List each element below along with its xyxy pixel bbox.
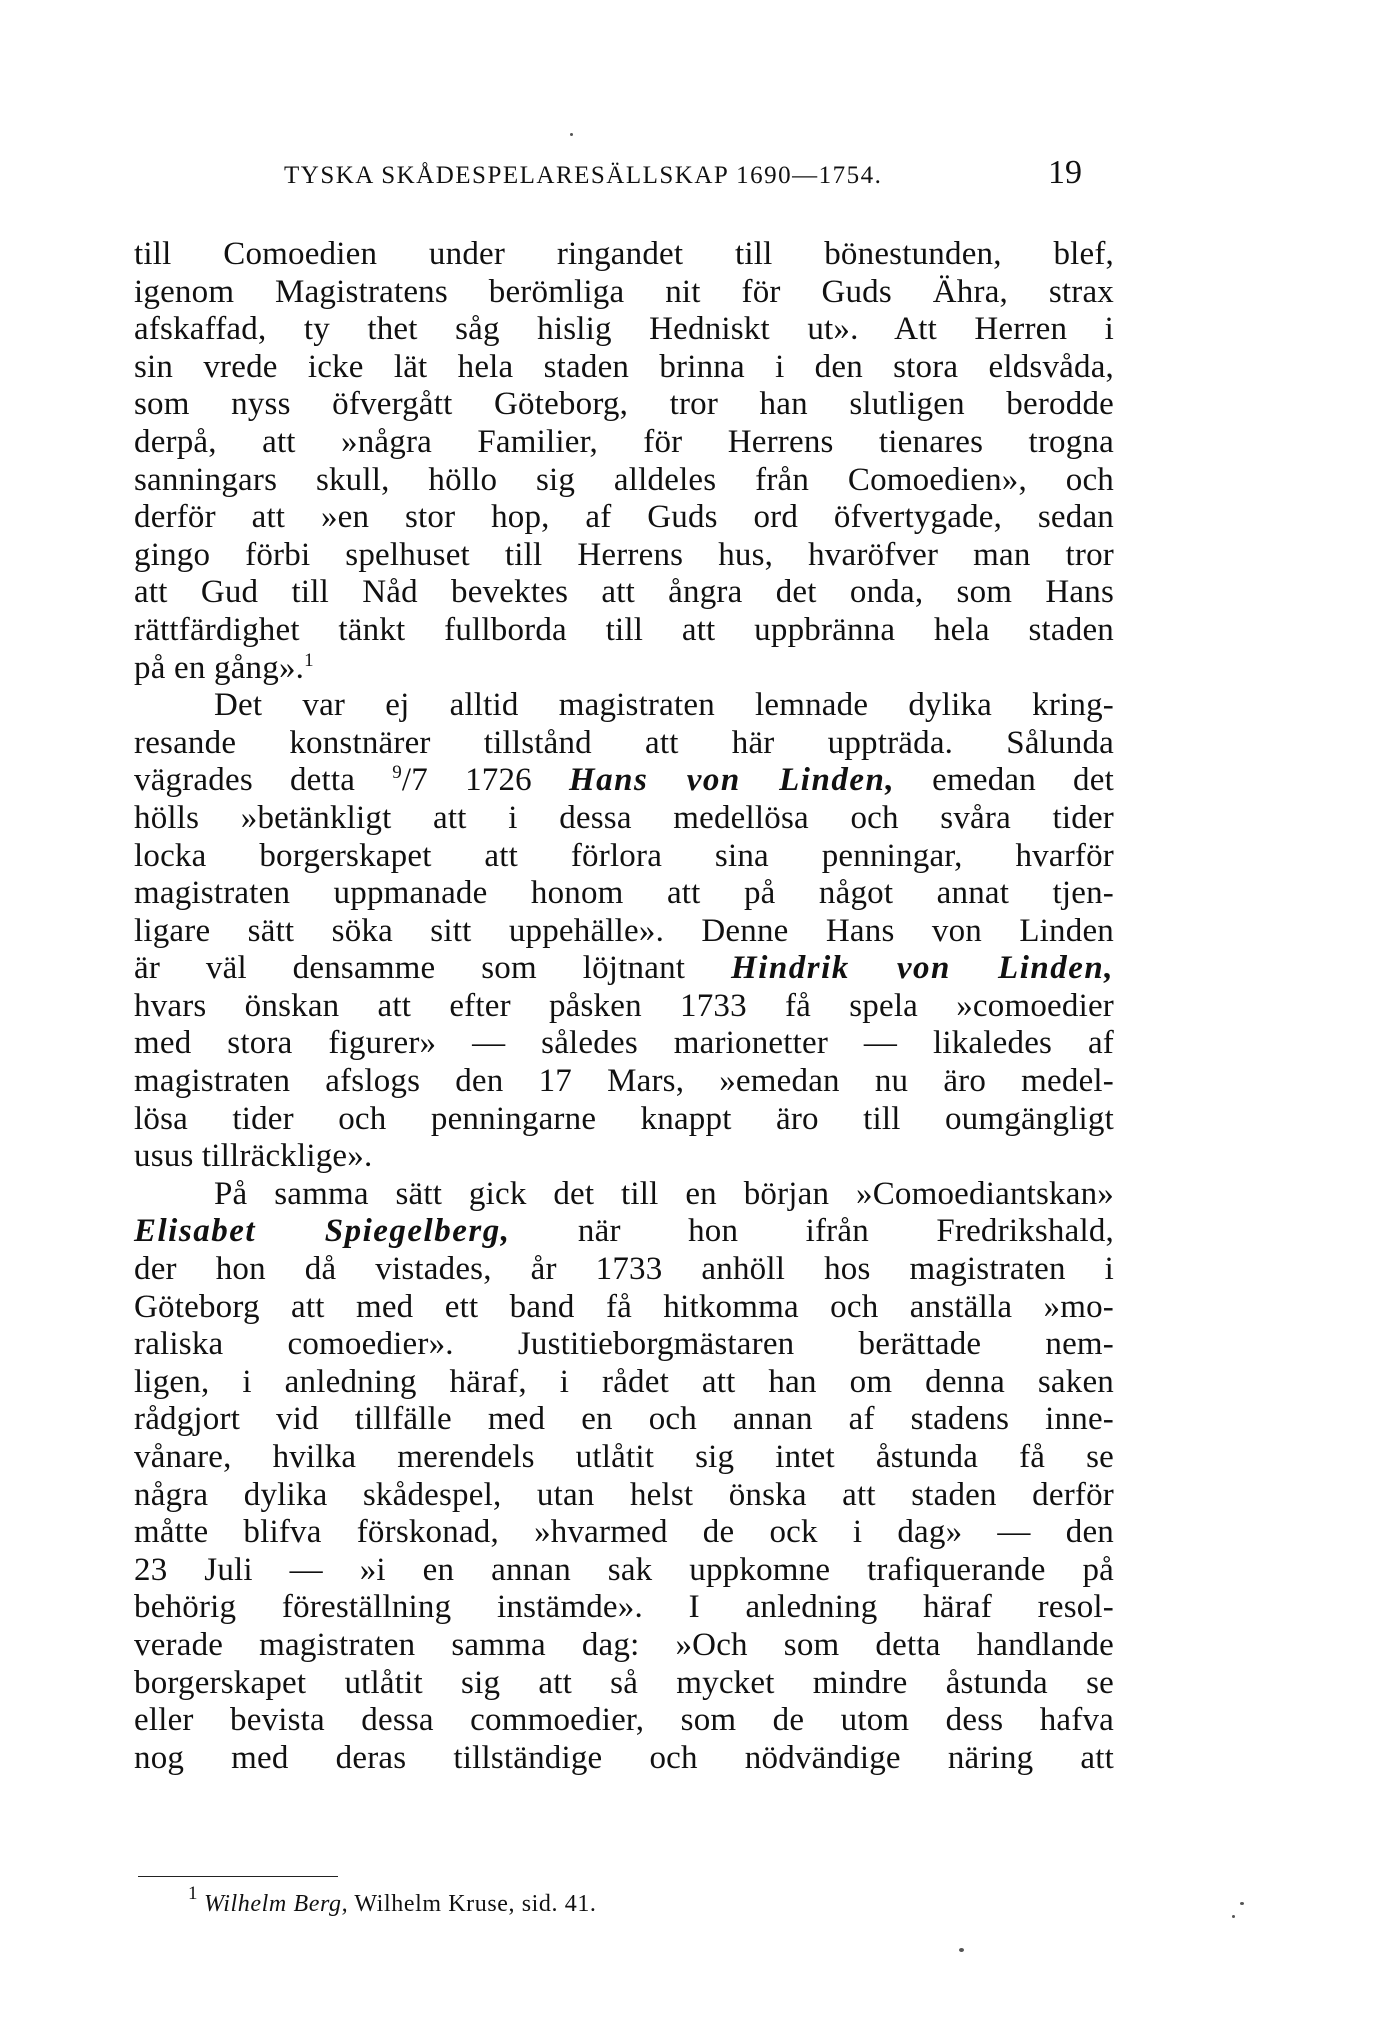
text-segment: på en gång». xyxy=(134,649,305,686)
body-text xyxy=(134,236,1114,1777)
page-number: 19 xyxy=(1048,154,1082,191)
text-line: raliska comoedier». Justitieborgmästaren berättade nem- xyxy=(134,1326,1114,1363)
text-line: derpå, att »några Familier, för Herrens tienares trogna xyxy=(134,423,1114,460)
paragraph-first-line: På samma sätt gick det till en början »Comoediantskan» xyxy=(214,1175,1114,1212)
text-line: som nyss öfvergått Göteborg, tror han slutligen berodde xyxy=(134,386,1114,423)
text-line: Göteborg att med ett band få hitkomma och anställa »mo- xyxy=(134,1288,1114,1325)
text-line: igenom Magistratens berömliga nit för Guds Ähra, strax xyxy=(134,273,1114,310)
text-line: att Gud till Nåd bevektes att ångra det onda, som Hans xyxy=(134,574,1114,611)
person-name: Hans von Linden, xyxy=(568,762,896,799)
footnote-divider xyxy=(138,1876,338,1877)
running-head: TYSKA SKÅDESPELARESÄLLSKAP 1690—1754. xyxy=(284,162,883,189)
text-line: några dylika skådespel, utan helst önska att staden derför xyxy=(134,1476,1114,1513)
text-segment: är väl densamme som löjtnant xyxy=(134,950,686,987)
text-line: ligen, i anledning häraf, i rådet att han om denna saken xyxy=(134,1363,1114,1400)
text-line: locka borgerskapet att förlora sina penningar, hvarför xyxy=(134,837,1114,874)
text-line: hvars önskan att efter påsken 1733 få spela »comoedier xyxy=(134,987,1114,1024)
footnote-marker: 1 xyxy=(188,1883,199,1904)
text-line: eller bevista dessa commoedier, som de utom dess hafva xyxy=(134,1702,1114,1739)
text-line: måtte blifva förskonad, »hvarmed de ock i dag» — den xyxy=(134,1514,1114,1551)
scan-speck xyxy=(959,1948,964,1952)
text-line: magistraten afslogs den 17 Mars, »emedan nu äro medel- xyxy=(134,1063,1114,1100)
footnote-reference: 1 xyxy=(304,649,314,671)
text-line: rättfärdighet tänkt fullborda till att uppbränna hela staden xyxy=(134,611,1114,648)
text-segment: 1726 xyxy=(465,762,532,799)
text-line: magistraten uppmanade honom att på något annat tjen- xyxy=(134,875,1114,912)
text-line: nog med deras tillständige och nödvändige näring att xyxy=(134,1739,1114,1776)
text-line: sin vrede icke lät hela staden brinna i den stora eldsvåda, xyxy=(134,348,1114,385)
person-name: Elisabet Spiegelberg, xyxy=(134,1213,511,1250)
fraction-denominator: 7 xyxy=(411,762,428,799)
text-line: afskaffad, ty thet såg hislig Hedniskt ut». Att Herren i xyxy=(134,311,1114,348)
text-line xyxy=(134,1213,1114,1251)
text-line xyxy=(134,762,1114,800)
text-line: vånare, hvilka merendels utlåtit sig intet åstunda få se xyxy=(134,1439,1114,1475)
text-line: till Comoedien under ringandet till bönestunden, blef, xyxy=(134,236,1114,272)
text-line: der hon då vistades, år 1733 anhöll hos magistraten i xyxy=(134,1251,1114,1288)
text-line xyxy=(134,950,1114,988)
text-line: 23 Juli — »i en annan sak uppkomne trafiquerande på xyxy=(134,1551,1114,1588)
text-line: usus tillräcklige». xyxy=(134,1138,373,1175)
text-segment: när hon ifrån Fredrikshald, xyxy=(577,1213,1114,1250)
text-line: borgerskapet utlåtit sig att så mycket mindre åstunda se xyxy=(134,1664,1114,1701)
text-line: lösa tider och penningarne knappt äro till oumgängligt xyxy=(134,1100,1114,1137)
fraction-numerator: 9 xyxy=(392,762,402,784)
text-line: hölls »betänkligt att i dessa medellösa och svåra tider xyxy=(134,799,1114,836)
text-line: med stora figurer» — således marionetter — likaledes af xyxy=(134,1025,1114,1062)
text-line xyxy=(134,650,1114,688)
text-line: rådgjort vid tillfälle med en och annan af stadens inne- xyxy=(134,1401,1114,1438)
date-fraction: $^9$/7 xyxy=(392,762,428,799)
text-segment: emedan det xyxy=(932,762,1114,799)
text-line: derför att »en stor hop, af Guds ord öfvertygade, sedan xyxy=(134,499,1114,536)
footnote xyxy=(188,1883,597,1918)
scan-speck xyxy=(1240,1902,1244,1905)
text-line: sanningars skull, höllo sig alldeles från Comoedien», och xyxy=(134,461,1114,498)
text-line: behörig föreställning instämde». I anledning häraf resol- xyxy=(134,1589,1114,1626)
text-line: verade magistraten samma dag: »Och som detta handlande xyxy=(134,1626,1114,1663)
person-name: Hindrik von Linden, xyxy=(731,950,1114,987)
text-line: gingo förbi spelhuset till Herrens hus, hvaröfver man tror xyxy=(134,536,1114,573)
paragraph-first-line: Det var ej alltid magistraten lemnade dylika kring- xyxy=(214,687,1114,724)
text-line: resande konstnärer tillstånd att här uppträda. Sålunda xyxy=(134,724,1114,761)
scan-speck xyxy=(570,133,573,136)
text-line: ligare sätt söka sitt uppehälle». Denne Hans von Linden xyxy=(134,912,1114,949)
scan-speck xyxy=(1232,1915,1235,1918)
text-segment: vägrades detta xyxy=(134,762,356,799)
footnote-author: Wilhelm Berg, xyxy=(204,1891,349,1917)
footnote-text: Wilhelm Kruse, sid. 41. xyxy=(354,1891,597,1917)
